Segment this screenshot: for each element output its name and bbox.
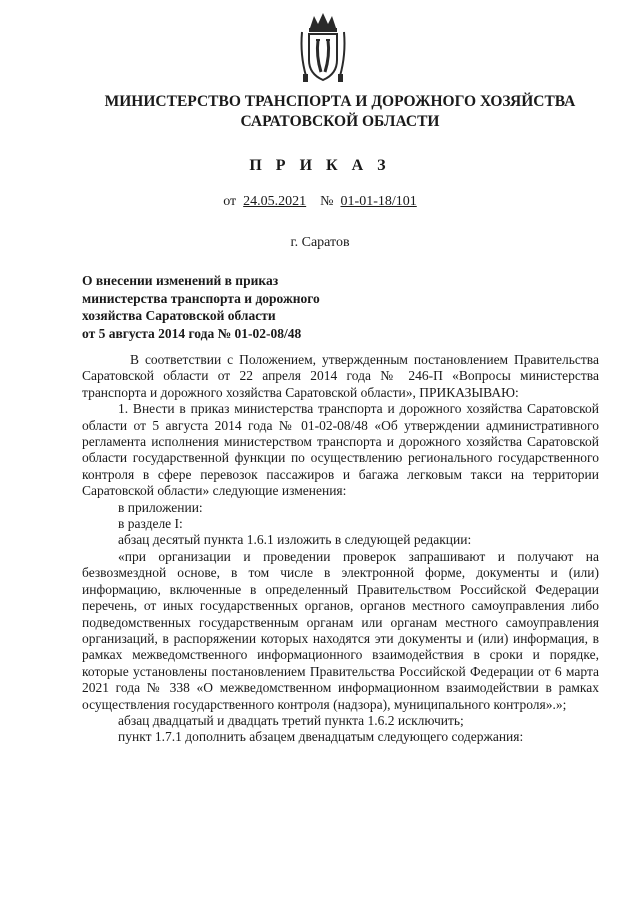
ministry-title xyxy=(60,92,620,132)
date-number-line xyxy=(0,194,640,210)
paragraph-amend-1-6-1: абзац десятый пункта 1.6.1 изложить в следующей редакции: xyxy=(118,532,472,548)
city: г. Саратов xyxy=(290,235,350,250)
paragraph-in-appendix: в приложении: xyxy=(118,499,203,515)
paragraph-quoted-text: «при организации и проведении проверок запрашивают и получают на безвозмездной основе, в том числе в электронной форме, документы и (или) информацию, включенные в определенный Правительством Российской Федерации перечень, от иных государственных органов, органов местного самоуправления либо подведомственных государственным органам или органам местного самоуправления организаций, в распоряжении которых находятся эти документы и (или) информация, в рамках межведомственного информационного взаимодействия в сроки и порядке, которые установлены постановлением Правительства Российской Федерации от 6 марта 2021 года № 338 «О межведомственном информационном взаимодействии в рамках осуществления государственного контроля (надзора), муниципального контроля».»; xyxy=(82,548,599,712)
paragraph-exclude-1-6-2: абзац двадцатый и двадцать третий пункта 1.6.2 исключить; xyxy=(118,712,464,728)
order-subject xyxy=(82,272,320,342)
number-label: № xyxy=(320,194,334,209)
paragraph-item-1: 1. Внести в приказ министерства транспорта и дорожного хозяйства Саратовской области от 5 августа 2014 года № 01-02-08/48 «Об утверждении административного регламента исполнения министерством транспорта и дорожного хозяйства Саратовской области государственной функции по осуществлению регионального государственного контроля в сфере перевозок пассажиров и багажа легковым такси на территории Саратовской области» следующие изменения: xyxy=(82,401,599,499)
order-number: 01-01-18/101 xyxy=(340,194,417,209)
preamble-paragraph: В соответствии с Положением, утвержденным постановлением Правительства Саратовской области от 22 апреля 2014 года № 246-П «Вопросы министерства транспорта и дорожного хозяйства Саратовской области», ПРИКАЗЫВАЮ: xyxy=(82,352,599,400)
subject-line: министерства транспорта и дорожного xyxy=(82,290,320,306)
from-label: от xyxy=(223,194,237,209)
subject-line: от 5 августа 2014 года № 01-02-08/48 xyxy=(82,325,302,341)
subject-line: О внесении изменений в приказ xyxy=(82,273,279,288)
order-date: 24.05.2021 xyxy=(243,194,307,209)
paragraph-amend-1-7-1: пункт 1.7.1 дополнить абзацем двенадцатым следующего содержания: xyxy=(118,729,524,745)
coat-of-arms-icon xyxy=(296,10,350,86)
ministry-title-line2: САРАТОВСКОЙ ОБЛАСТИ xyxy=(240,113,440,130)
subject-line: хозяйства Саратовской области xyxy=(82,308,276,323)
paragraph-in-section: в разделе I: xyxy=(118,516,183,532)
ministry-title-line1: МИНИСТЕРСТВО ТРАНСПОРТА И ДОРОЖНОГО ХОЗЯЙСТВА xyxy=(104,93,576,110)
document-body xyxy=(82,352,599,746)
document-type: П Р И К А З xyxy=(249,157,391,174)
